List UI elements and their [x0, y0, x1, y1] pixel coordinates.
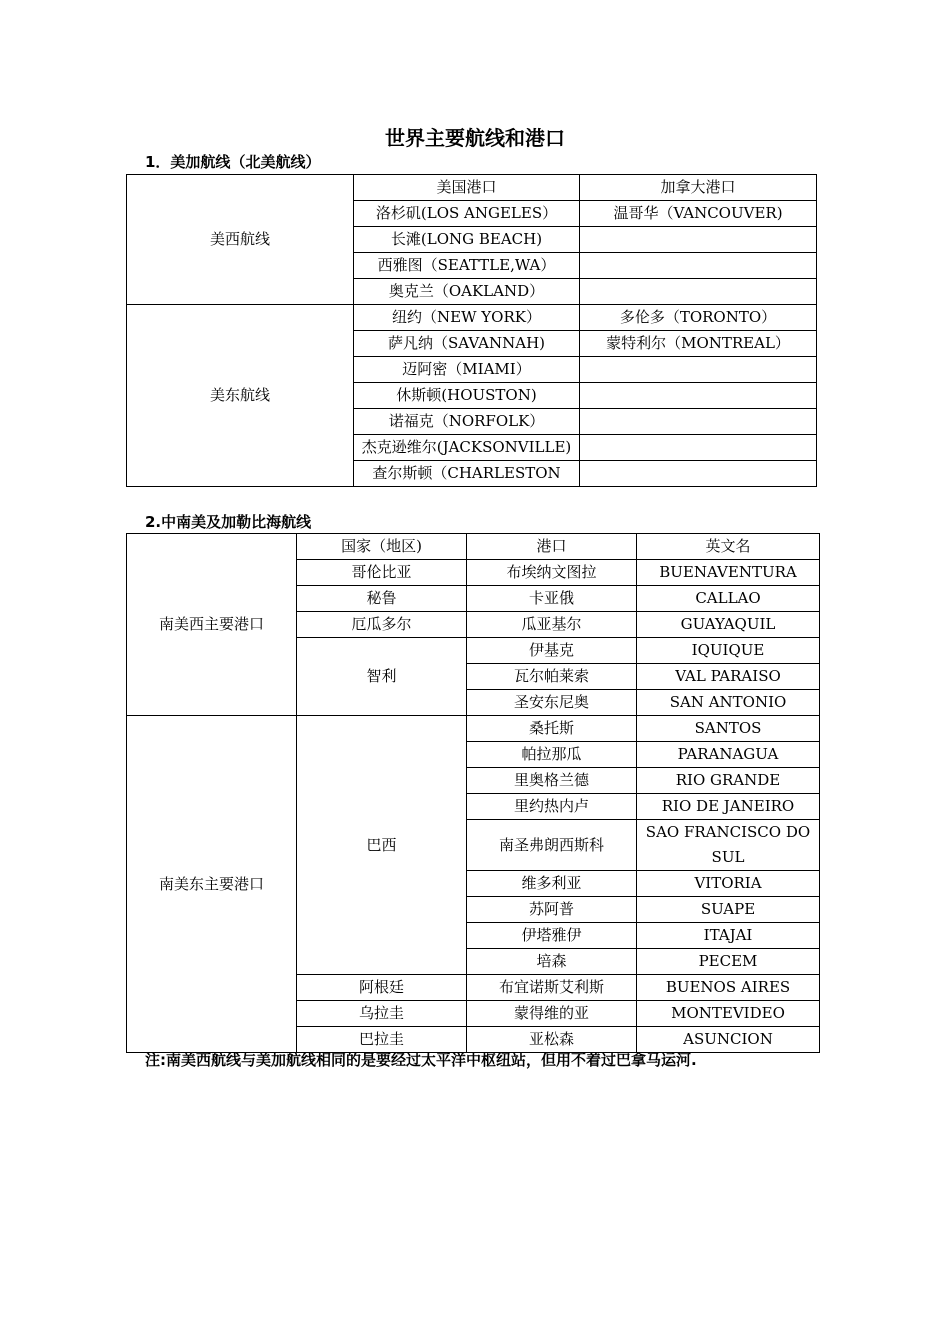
port-english-cell: ASUNCION: [637, 1027, 820, 1053]
canada-port-cell: [580, 279, 817, 305]
canada-port-cell: 温哥华（VANCOUVER): [580, 201, 817, 227]
north-america-ports-table: [126, 174, 817, 487]
port-english-cell: BUENAVENTURA: [637, 560, 820, 586]
table-header-row: [127, 534, 820, 560]
port-name-cell: 卡亚俄: [467, 586, 637, 612]
us-port-cell: 迈阿密（MIAMI）: [354, 357, 580, 383]
port-name-cell: 瓜亚基尔: [467, 612, 637, 638]
region-cell: 南美东主要港口: [127, 716, 297, 1053]
column-header-english: 英文名: [637, 534, 820, 560]
port-name-cell: 里约热内卢: [467, 794, 637, 820]
port-name-cell: 布埃纳文图拉: [467, 560, 637, 586]
table-header-row: [127, 175, 817, 201]
port-english-cell: GUAYAQUIL: [637, 612, 820, 638]
port-english-cell: SAN ANTONIO: [637, 690, 820, 716]
port-name-cell: 伊塔雅伊: [467, 923, 637, 949]
column-header-port: 港口: [467, 534, 637, 560]
port-name-cell: 瓦尔帕莱索: [467, 664, 637, 690]
port-english-cell: MONTEVIDEO: [637, 1001, 820, 1027]
port-english-cell: BUENOS AIRES: [637, 975, 820, 1001]
us-port-cell: 长滩(LONG BEACH): [354, 227, 580, 253]
column-header-canada: 加拿大港口: [580, 175, 817, 201]
footnote: 注:南美西航线与美加航线相同的是要经过太平洋中枢纽站，但用不着过巴拿马运河.: [145, 1051, 697, 1069]
port-english-cell: RIO DE JANEIRO: [637, 794, 820, 820]
section1-heading: 1．美加航线（北美航线）: [145, 153, 321, 171]
country-cell: 巴西: [297, 716, 467, 975]
port-english-cell: VITORIA: [637, 871, 820, 897]
port-name-cell: 布宜诺斯艾利斯: [467, 975, 637, 1001]
port-english-cell: CALLAO: [637, 586, 820, 612]
route-cell: 美西航线: [127, 175, 354, 305]
route-cell: 美东航线: [127, 305, 354, 487]
latin-america-ports-table: [126, 533, 820, 1053]
canada-port-cell: [580, 253, 817, 279]
us-port-cell: 洛杉矶(LOS ANGELES）: [354, 201, 580, 227]
port-english-cell: IQUIQUE: [637, 638, 820, 664]
canada-port-cell: 蒙特利尔（MONTREAL）: [580, 331, 817, 357]
column-header-country: 国家（地区): [297, 534, 467, 560]
port-name-cell: 亚松森: [467, 1027, 637, 1053]
us-port-cell: 休斯顿(HOUSTON): [354, 383, 580, 409]
canada-port-cell: [580, 461, 817, 487]
page-title: 世界主要航线和港口: [385, 126, 565, 150]
port-english-cell: VAL PARAISO: [637, 664, 820, 690]
port-name-cell: 培森: [467, 949, 637, 975]
us-port-cell: 查尔斯顿（CHARLESTON: [354, 461, 580, 487]
us-port-cell: 杰克逊维尔(JACKSONVILLE): [354, 435, 580, 461]
table-row: [127, 716, 820, 742]
country-cell: 哥伦比亚: [297, 560, 467, 586]
section2-heading: 2.中南美及加勒比海航线: [145, 513, 312, 531]
port-name-cell: 苏阿普: [467, 897, 637, 923]
table-row: [127, 305, 817, 331]
port-english-cell: ITAJAI: [637, 923, 820, 949]
us-port-cell: 纽约（NEW YORK）: [354, 305, 580, 331]
country-cell: 秘鲁: [297, 586, 467, 612]
port-english-cell: PARANAGUA: [637, 742, 820, 768]
us-port-cell: 诺福克（NORFOLK）: [354, 409, 580, 435]
canada-port-cell: 多伦多（TORONTO）: [580, 305, 817, 331]
country-cell: 厄瓜多尔: [297, 612, 467, 638]
port-name-cell: 桑托斯: [467, 716, 637, 742]
port-name-cell: 帕拉那瓜: [467, 742, 637, 768]
column-header-us: 美国港口: [354, 175, 580, 201]
port-name-cell: 南圣弗朗西斯科: [467, 820, 637, 871]
us-port-cell: 西雅图（SEATTLE,WA）: [354, 253, 580, 279]
canada-port-cell: [580, 227, 817, 253]
port-english-cell: SANTOS: [637, 716, 820, 742]
port-english-cell: RIO GRANDE: [637, 768, 820, 794]
port-name-cell: 维多利亚: [467, 871, 637, 897]
port-name-cell: 圣安东尼奥: [467, 690, 637, 716]
port-name-cell: 蒙得维的亚: [467, 1001, 637, 1027]
port-english-cell: SAO FRANCISCO DO SUL: [637, 820, 820, 871]
us-port-cell: 萨凡纳（SAVANNAH): [354, 331, 580, 357]
country-cell: 智利: [297, 638, 467, 716]
port-english-cell: PECEM: [637, 949, 820, 975]
country-cell: 阿根廷: [297, 975, 467, 1001]
port-name-cell: 伊基克: [467, 638, 637, 664]
canada-port-cell: [580, 357, 817, 383]
port-english-cell: SUAPE: [637, 897, 820, 923]
us-port-cell: 奥克兰（OAKLAND）: [354, 279, 580, 305]
canada-port-cell: [580, 409, 817, 435]
canada-port-cell: [580, 435, 817, 461]
canada-port-cell: [580, 383, 817, 409]
country-cell: 乌拉圭: [297, 1001, 467, 1027]
region-cell: 南美西主要港口: [127, 534, 297, 716]
country-cell: 巴拉圭: [297, 1027, 467, 1053]
port-name-cell: 里奥格兰德: [467, 768, 637, 794]
